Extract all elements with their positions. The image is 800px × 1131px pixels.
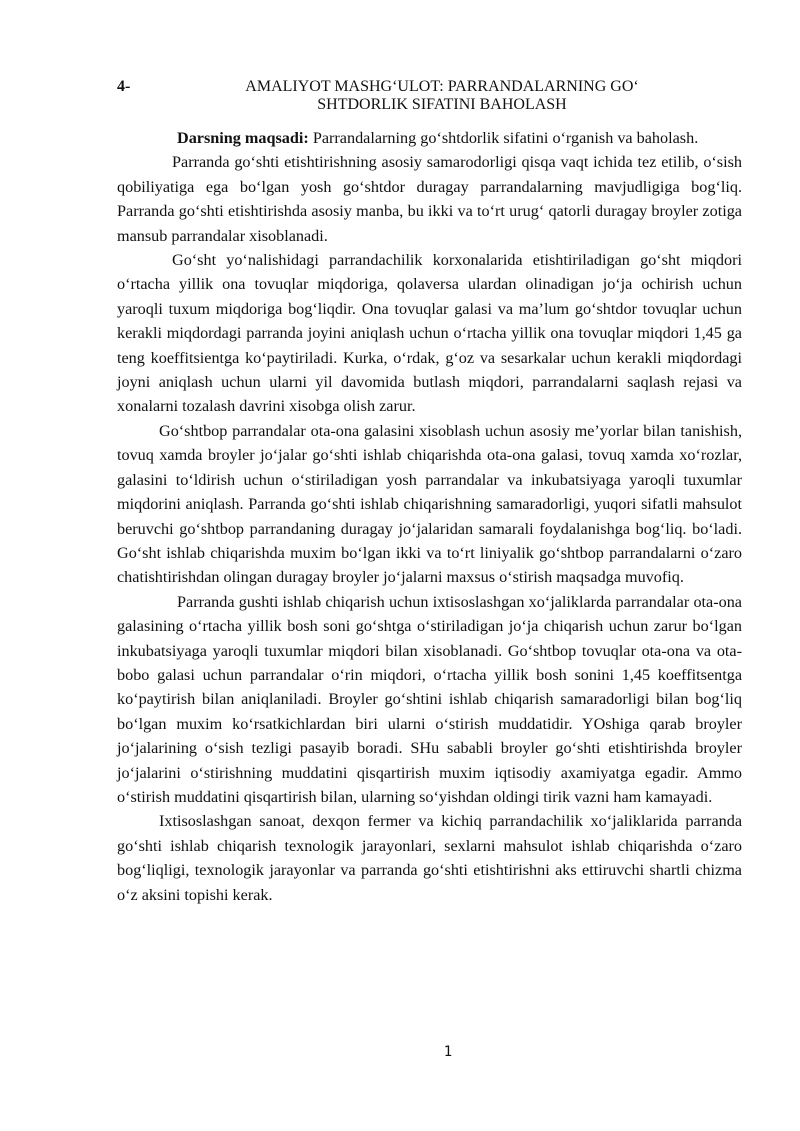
paragraph-2: Parranda go‘shti etishtirishning asosiy samarodorligi qisqa vaqt ichida tez etilib, o‘sish qobiliyatiga ega bo‘lgan yosh go‘shtdor duragay parrandalarning mavjudligiga bog‘liq. Parranda go‘shti etishtirishda asosiy manba, bu ikki va to‘rt urug‘ qatorli duragay broyler zotiga mansub parrandalar xisoblanadi. [117, 153, 742, 245]
paragraph-6: Ixtisoslashgan sanoat, dexqon fermer va kichiq parrandachilik xo‘jaliklarida parranda go‘shti ishlab chiqarish texnologik jarayonlari, sexlarni mahsulot ishlab chiqarishda o‘zaro bog‘liqligi, texnologik jarayonlar va parranda go‘shti etishtirishni aks ettiruvchi shartli chizma o‘z aksini topishi kerak. [117, 812, 742, 904]
page-title-line-1: AMALIYOT MASHG‘ULOT: PARRANDALARNING GO‘ [245, 78, 639, 95]
paragraph-4: Go‘shtbop parrandalar ota-ona galasini xisoblash uchun asosiy me’yorlar bilan tanishish, tovuq xamda broyler jo‘jalar go‘shti ishlab chiqarishda ota-ona galasi, tovuq xamda xo‘rozlar, galasini to‘ldirish uchun o‘stiriladigan yosh parrandalar va inkubatsiyaga yaroqli tuxumlar miqdorini aniqlash. Parranda go‘shti ishlab chiqarishning samaradorligi, yuqori sifatli mahsulot beruvchi go‘shtbop parrandaning duragay jo‘jalaridan samarali foydalanishga bog‘liq. bo‘ladi. Go‘sht ishlab chiqarishda muxim bo‘lgan ikki va to‘rt liniyalik go‘shtbop parrandalarni o‘zaro chatishtirishdan olingan duragay broyler jo‘jalarni maxsus o‘stirish maqsadga muvofiq. [117, 421, 742, 587]
page-number: 1 [443, 1044, 453, 1060]
page-title-line-2: SHTDORLIK SIFATINI BAHOLASH [317, 96, 567, 113]
document-body [117, 126, 742, 907]
section-number: 4- [117, 78, 131, 95]
paragraph-3: Go‘sht yo‘nalishidagi parrandachilik korxonalarida etishtiriladigan go‘sht miqdori o‘rtacha yillik ona tovuqlar miqdoriga, qolaversa ulardan olinadigan jo‘ja ochirish uchun yaroqli tuxum miqdoriga bog‘liqdir. Ona tovuqlar galasi va ma’lum go‘shtdor tovuqlar uchun kerakli miqdordagi parranda joyini aniqlash uchun o‘rtacha yillik ona tovuqlar miqdori 1,45 ga teng koeffitsientga ko‘paytiriladi. Kurka, o‘rdak, g‘oz va sesarkalar uchun kerakli miqdordagi joyni aniqlash uchun ularni yil davomida butlash miqdori, parrandalarni saqlash rejasi va xonalarni tozalash davrini xisobga olish zarur. [117, 251, 742, 416]
page-title [157, 78, 727, 114]
page-header [117, 78, 742, 118]
paragraph-5: Parranda gushti ishlab chiqarish uchun ixtisoslashgan xo‘jaliklarda parrandalar ota-ona galasining o‘rtacha yillik bosh soni go‘shtga o‘stiriladigan jo‘ja chiqarish uchun zarur bo‘lgan inkubatsiyaga yaroqli tuxumlar miqdori bilan xisoblanadi. Go‘shtbop tovuqlar ota-ona va ota-bobo galasi uchun parrandalar o‘rin miqdori, o‘rtacha yillik bosh sonini 1,45 koeffitsentga ko‘paytirish bilan aniqlaniladi. Broyler go‘shtini ishlab chiqarish samaradorligi bilan bog‘liq bo‘lgan muxim ko‘rsatkichlardan biri ularni o‘stirish muddatidir. YOshiga qarab broyler jo‘jalarining o‘sish tezligi pasayib boradi. SHu sababli broyler go‘shti etishtirishda broyler jo‘jalarini o‘stirishning muddatini qisqartirish muxim iqtisodiy axamiyatga egadir. Ammo o‘stirish muddatini qisqartirish bilan, ularning so‘yishdan oldingi tirik vazni ham kamayadi. [117, 592, 742, 806]
objective-text: Parrandalarning go‘shtdorlik sifatini o‘rganish va baholash. [308, 129, 699, 147]
objective-label: Darsning maqsadi: [177, 129, 309, 147]
paragraph-objective [117, 126, 742, 150]
